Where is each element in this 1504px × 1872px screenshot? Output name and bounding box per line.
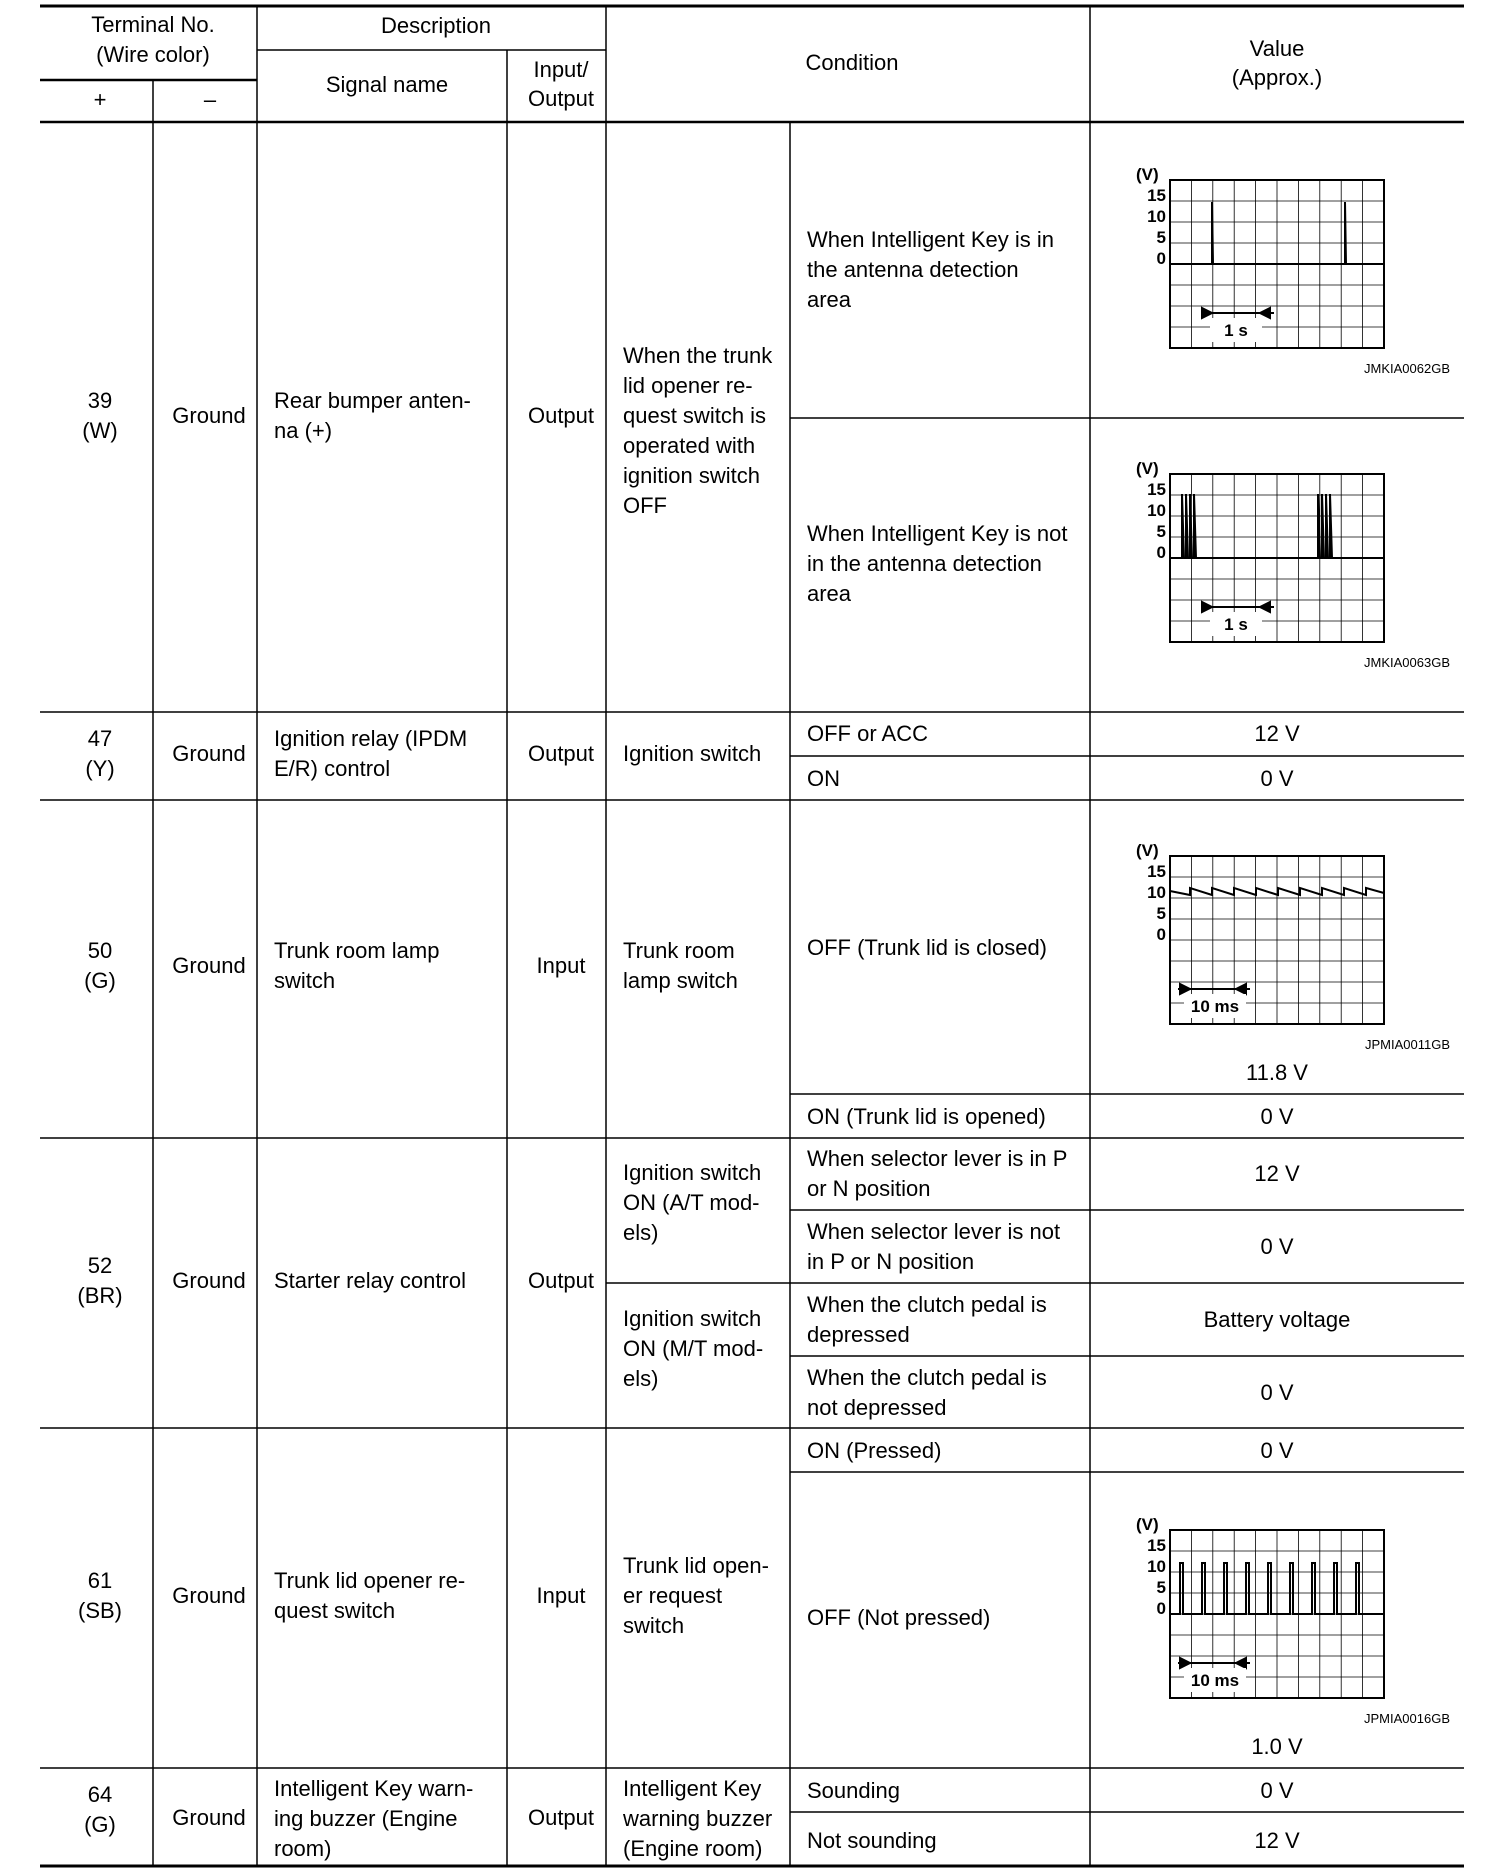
condition-text: switch — [623, 1613, 685, 1638]
header-wire-color: (Wire color) — [96, 42, 210, 67]
ground-terminal: Ground — [172, 741, 246, 766]
waveform-tick: 5 — [1156, 904, 1166, 923]
header-value-1: Value — [1249, 36, 1305, 61]
value-text: 0 V — [1260, 1438, 1294, 1463]
terminal-number: 64 — [87, 1782, 113, 1807]
waveform-tick: 15 — [1147, 480, 1166, 499]
waveform-key-not-in-area — [1136, 459, 1450, 670]
waveform-code: JMKIA0063GB — [1364, 655, 1450, 670]
header-input-output-2: Output — [527, 86, 595, 111]
condition-text: ON (M/T mod- — [623, 1336, 764, 1361]
state-text: When the clutch pedal is — [807, 1292, 1047, 1317]
header-description: Description — [380, 13, 492, 38]
waveform-tick: 0 — [1156, 925, 1166, 944]
value-text: 12 V — [1254, 1161, 1300, 1186]
condition-text: OFF — [623, 493, 667, 518]
io-type: Input — [536, 1583, 586, 1608]
io-type: Output — [527, 741, 595, 766]
waveform-tick: 5 — [1156, 228, 1166, 247]
ground-terminal: Ground — [172, 403, 246, 428]
state-text: not depressed — [807, 1395, 947, 1420]
wire-color: (Y) — [85, 756, 115, 781]
condition-text: operated with — [623, 433, 756, 458]
state-text: the antenna detection — [807, 257, 1019, 282]
wire-color: (SB) — [78, 1598, 122, 1623]
condition-text: er request — [623, 1583, 723, 1608]
waveform-unit: (V) — [1136, 841, 1159, 860]
waveform-tick: 10 — [1147, 883, 1166, 902]
waveform-opener-not-pressed — [1136, 1515, 1450, 1726]
waveform-code: JPMIA0011GB — [1364, 1037, 1450, 1052]
value-text: 0 V — [1260, 1234, 1294, 1259]
state-text: ON (Pressed) — [807, 1438, 942, 1463]
state-text: area — [807, 287, 852, 312]
waveform-tick: 15 — [1147, 186, 1166, 205]
signal-name: Rear bumper anten- — [274, 388, 471, 413]
state-text: Not sounding — [807, 1828, 937, 1853]
header-input-output-1: Input/ — [533, 57, 589, 82]
wire-color: (W) — [82, 418, 118, 443]
waveform-tick: 5 — [1156, 1578, 1166, 1597]
state-text: depressed — [807, 1322, 910, 1347]
waveform-time-label: 10 ms — [1190, 1671, 1240, 1690]
table-row — [78, 1438, 1303, 1759]
waveform-time-label: 1 s — [1224, 615, 1248, 634]
waveform-time-label: 1 s — [1224, 321, 1248, 340]
table-row — [84, 935, 1308, 1129]
state-text: When the clutch pedal is — [807, 1365, 1047, 1390]
header-value-2: (Approx.) — [1231, 65, 1323, 90]
table-row — [84, 1776, 1300, 1861]
signal-name: Trunk room lamp — [274, 938, 440, 963]
io-type: Input — [536, 953, 586, 978]
terminal-number: 39 — [87, 388, 113, 413]
signal-name: switch — [274, 968, 336, 993]
signal-name: Trunk lid opener re- — [274, 1568, 466, 1593]
condition-text: warning buzzer — [623, 1806, 773, 1831]
state-text: area — [807, 581, 852, 606]
waveform-tick: 10 — [1147, 1557, 1166, 1576]
condition-text: Intelligent Key — [623, 1776, 762, 1801]
condition-text: lamp switch — [623, 968, 738, 993]
condition-text: Trunk lid open- — [623, 1553, 769, 1578]
condition-text: els) — [623, 1366, 659, 1391]
ground-terminal: Ground — [172, 953, 246, 978]
condition-text: Ignition switch — [623, 741, 762, 766]
value-text: Battery voltage — [1203, 1307, 1351, 1332]
condition-text: ignition switch — [623, 463, 760, 488]
wire-color: (BR) — [77, 1283, 123, 1308]
condition-text: (Engine room) — [623, 1836, 763, 1861]
io-type: Output — [527, 1805, 595, 1830]
signal-name: quest switch — [274, 1598, 396, 1623]
value-text: 0 V — [1260, 1380, 1294, 1405]
state-text: OFF (Not pressed) — [807, 1605, 991, 1630]
waveform-code: JPMIA0016GB — [1364, 1711, 1450, 1726]
waveform-code: JMKIA0062GB — [1364, 361, 1450, 376]
io-type: Output — [527, 1268, 595, 1293]
value-text: 12 V — [1254, 721, 1300, 746]
ground-terminal: Ground — [172, 1805, 246, 1830]
terminal-number: 52 — [87, 1253, 113, 1278]
header-plus: + — [93, 87, 107, 112]
waveform-tick: 0 — [1156, 543, 1166, 562]
state-text: When selector lever is in P — [807, 1146, 1068, 1171]
ground-terminal: Ground — [172, 1268, 246, 1293]
value-text: 0 V — [1260, 1778, 1294, 1803]
waveform-tick: 0 — [1156, 1599, 1166, 1618]
state-text: in P or N position — [807, 1249, 975, 1274]
waveform-time-label: 10 ms — [1190, 997, 1240, 1016]
waveform-tick: 10 — [1147, 207, 1166, 226]
waveform-tick: 15 — [1147, 862, 1166, 881]
wire-color: (G) — [84, 968, 116, 993]
header-terminal-no: Terminal No. — [91, 12, 215, 37]
waveform-unit: (V) — [1136, 1515, 1159, 1534]
state-text: ON — [807, 766, 840, 791]
signal-name: ing buzzer (Engine — [274, 1806, 458, 1831]
state-text: When selector lever is not — [807, 1219, 1061, 1244]
signal-name: E/R) control — [274, 756, 391, 781]
ground-terminal: Ground — [172, 1583, 246, 1608]
terminal-number: 61 — [87, 1568, 113, 1593]
signal-name: Starter relay control — [274, 1268, 466, 1293]
waveform-key-in-area — [1136, 165, 1450, 376]
value-text: 0 V — [1260, 766, 1294, 791]
waveform-tick: 5 — [1156, 522, 1166, 541]
terminal-number: 47 — [87, 726, 113, 751]
value-text: 0 V — [1260, 1104, 1294, 1129]
waveform-tick: 10 — [1147, 501, 1166, 520]
condition-text: els) — [623, 1220, 659, 1245]
condition-text: Ignition switch — [623, 1306, 762, 1331]
header-signal-name: Signal name — [325, 72, 449, 97]
signal-name: Ignition relay (IPDM — [274, 726, 468, 751]
wire-color: (G) — [84, 1812, 116, 1837]
condition-text: ON (A/T mod- — [623, 1190, 760, 1215]
value-text: 11.8 V — [1246, 1060, 1308, 1085]
state-text: OFF (Trunk lid is closed) — [807, 935, 1048, 960]
state-text: OFF or ACC — [807, 721, 929, 746]
waveform-unit: (V) — [1136, 459, 1159, 478]
waveform-unit: (V) — [1136, 165, 1159, 184]
waveform-tick: 0 — [1156, 249, 1166, 268]
condition-text: Ignition switch — [623, 1160, 762, 1185]
state-text: When Intelligent Key is in — [807, 227, 1055, 252]
header-condition: Condition — [805, 50, 899, 75]
signal-name: na (+) — [274, 418, 333, 443]
condition-text: Trunk room — [623, 938, 735, 963]
state-text: ON (Trunk lid is opened) — [807, 1104, 1046, 1129]
waveform-trunk-lid-closed — [1136, 841, 1450, 1052]
state-text: When Intelligent Key is not — [807, 521, 1068, 546]
state-text: in the antenna detection — [807, 551, 1042, 576]
value-text: 1.0 V — [1251, 1734, 1303, 1759]
terminal-number: 50 — [87, 938, 113, 963]
condition-text: lid opener re- — [623, 373, 753, 398]
io-type: Output — [527, 403, 595, 428]
header-minus: – — [203, 87, 217, 112]
state-text: or N position — [807, 1176, 931, 1201]
condition-text: quest switch is — [623, 403, 767, 428]
signal-name: Intelligent Key warn- — [274, 1776, 474, 1801]
table-header — [91, 12, 1322, 112]
waveform-tick: 15 — [1147, 1536, 1166, 1555]
state-text: Sounding — [807, 1778, 900, 1803]
table-row — [82, 227, 1067, 606]
value-text: 12 V — [1254, 1828, 1300, 1853]
condition-text: When the trunk — [623, 343, 773, 368]
signal-name: room) — [274, 1836, 332, 1861]
